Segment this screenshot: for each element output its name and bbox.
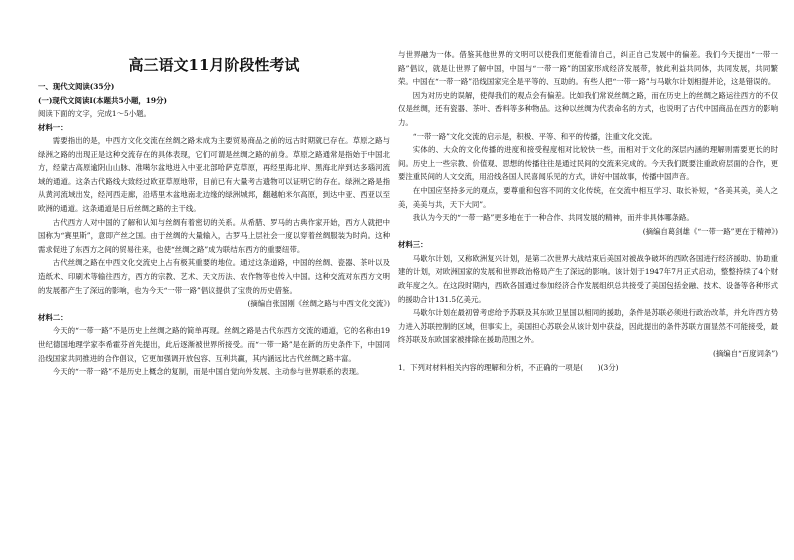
material3-paragraph: 马歇尔计划，又称欧洲复兴计划，是第二次世界大战结束后美国对被战争破坏的西欧各国进行经济援助、协助重建的计划，对欧洲国家的发展和世界政治格局产生了深远的影响。该计划于1947年7月正式启动，整整持续了4个财政年度之久。在这段时期内，西欧各国通过参加经济合作发展组织总共接受了美国包括金融、技术、设备等各种形式的援助合计131.5亿美元。 <box>398 253 778 304</box>
material1-source: (摘编自张国刚《丝绸之路与中西文化交流》) <box>247 299 390 309</box>
reading-instruction: 阅读下面的文字，完成1～5小题。 <box>38 109 151 118</box>
material2-continued-paragraph: 实体的、大众的文化传播的进度和接受程度相对比较快一些，而相对于文化的深层内涵的理解则需要更长的时间。历史上一些宗教、价值观、思想的传播往往是通过民间的交流来完成的。今天我们既要注重政府层面的合作，更要注重民间的人文交流，用沿线各国人民喜闻乐见的方式，讲好中国故事，传播中国声音。 <box>398 145 778 182</box>
section-heading: 一、现代文阅读(35分) <box>38 82 115 91</box>
right-column <box>398 0 778 560</box>
subsection-heading: (一)现代文阅读Ⅰ(本题共5小题，19分) <box>38 95 167 105</box>
material3-paragraph: 马歇尔计划在最初曾考虑给予苏联及其东欧卫星国以相同的援助，条件是苏联必须进行政治改革，并允许西方势力进入苏联控制的区域，但事实上，美国担心苏联会从该计划中获益，因此提出的条件苏联方面显然不可能接受，最终苏联及东欧国家被排除在援助范围之外。 <box>398 308 778 345</box>
material1-paragraph: 古代西方人对中国的了解和认知与丝绸有着密切的关系。从希腊、罗马的古典作家开始，西方人就把中国称为“赛里斯”，意即产丝之国。由于丝绸的大量输入，古罗马上层社会一度以穿着丝绸服装为时尚。这种需求促进了东西方之间的贸易往来，也使“丝绸之路”成为联结东西方的重要纽带。 <box>38 217 390 254</box>
material1-paragraph: 需要指出的是，中西方文化交流在丝绸之路未成为主要贸易商品之前的远古时期就已存在。草原之路与绿洲之路的出现正是这种交流存在的具体表现，它们可谓是丝绸之路的前身。草原之路通常是指始于中国北方，经蒙古高原逾阴山山脉、准噶尔盆地进入中亚北部哈萨克草原，再经里海北岸、黑海北岸到达多瑙河流域的通道。这条古代路线大致经过欧亚草原地带，目前已有大量考古遗物可以证明它的存在。绿洲之路是指从黄河流域出发，经河西走廊，沿塔里木盆地南北边缘的绿洲城邦，翻越帕米尔高原，到达中亚、西亚以至欧洲的通道。这条通道是日后丝绸之路的主干线。 <box>38 136 390 214</box>
material1-label: 材料一： <box>38 122 68 132</box>
material2-paragraph: 今天的“一带一路”不是历史上丝绸之路的简单再现。丝绸之路是古代东西方交流的通道，它的名称由19世纪德国地理学家李希霍芬首先提出，此后逐渐被世界所接受。而“一带一路”是在新的历史条件下，中国同沿线国家共同推进的合作倡议，它更加强调开放包容、互利共赢，其内涵远比古代丝绸之路丰富。 <box>38 326 390 363</box>
material2-continued-paragraph: “一带一路”文化交流的启示是，积极、平等、和平的传播，注重文化交流。 <box>412 131 657 141</box>
material2-continued-paragraph: 我认为今天的“一带一路”更多地在于一种合作、共同发展的精神，而并非具体哪条路。 <box>412 213 694 223</box>
material3-label: 材料三： <box>398 240 428 250</box>
material2-continued-paragraph: 在中国应坚持多元的观点，要尊重和包容不同的文化传统，在交流中相互学习、取长补短，“各美其美，美人之美，美美与共，天下大同”。 <box>398 185 778 209</box>
material1-paragraph: 古代丝绸之路在中西文化交流史上占有极其重要的地位。通过这条道路，中国的丝绸、瓷器、茶叶以及造纸术、印刷术等输往西方，西方的宗教、艺术、天文历法、农作物等也传入中国。这种交流对东西方文明的发展都产生了深远的影响，也为今天“一带一路”倡议提供了宝贵的历史借鉴。 <box>38 258 390 295</box>
exam-title: 高三语文11月阶段性考试 <box>128 56 300 74</box>
left-column <box>38 0 390 560</box>
material2-continued-paragraph: 因为对历史的误解，使得我们的观点会有偏差。比如我们常说丝绸之路，而在历史上的丝绸之路运往西方的不仅仅是丝绸，还有瓷器、茶叶、香料等多种物品。这种以丝绸为代表命名的方式，也说明了古代中国商品在西方的影响力。 <box>398 90 778 127</box>
material2-paragraph: 今天的“一带一路”不是历史上概念的复制，而是中国自觉向外发展、主动参与世界联系的表现。 <box>52 367 364 377</box>
question-1: 1．下列对材料相关内容的理解和分析，不正确的一项是( )(3分) <box>398 362 619 372</box>
material2-continued-paragraph: 与世界融为一体。借鉴其他世界的文明可以使我们更能看清自己，纠正自己发展中的偏差。我们今天提出“一带一路”倡议，就是让世界了解中国，中国与“一带一路”的国家形成经济发展带，彼此利益共同体，共同发展，共同繁荣。中国在“一带一路”沿线国家完全是平等的、互助的。有些人把“一带一路”与马歇尔计划相提并论，这是错误的。 <box>398 50 778 87</box>
material2-label: 材料二： <box>38 312 68 322</box>
material2-source: (摘编自葛剑雄《“一带一路”更在于精神》) <box>642 226 778 236</box>
material3-source: (摘编自“百度词条”) <box>712 348 778 358</box>
